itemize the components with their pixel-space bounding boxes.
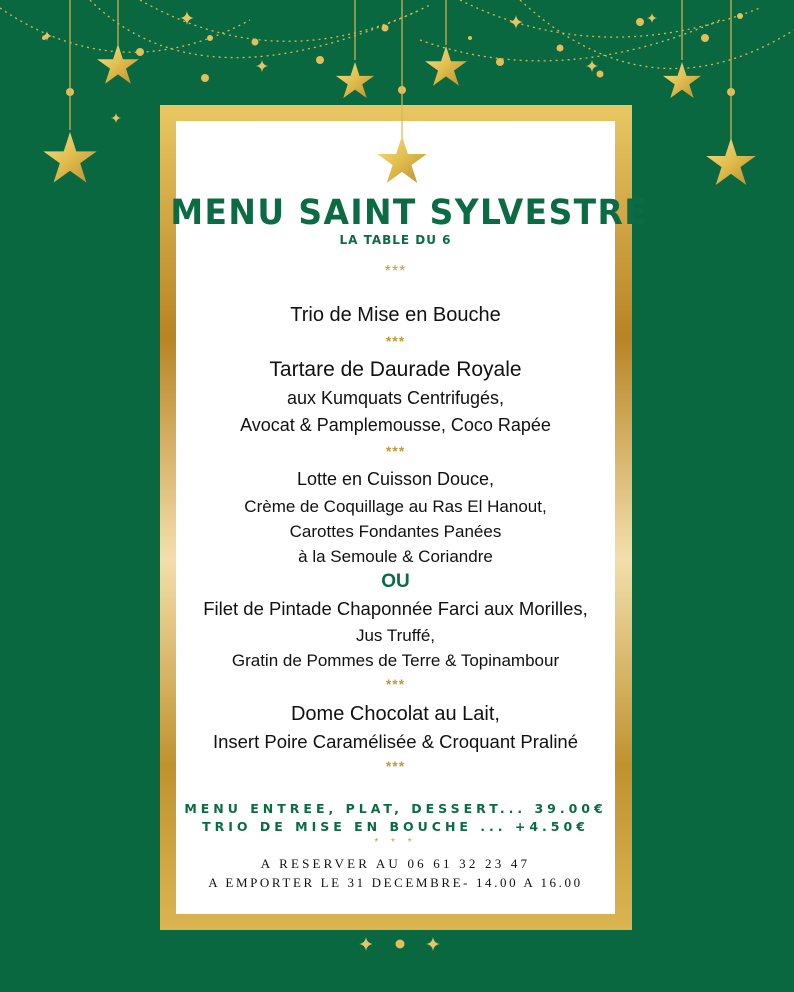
separator: * * * bbox=[374, 837, 417, 848]
sparkle-icon bbox=[111, 113, 121, 123]
reservation-info: A RESERVER AU 06 61 32 23 47 bbox=[260, 856, 531, 871]
starter-line: aux Kumquats Centrifugés, bbox=[286, 388, 505, 408]
main1-line: Carottes Fondantes Panées bbox=[289, 522, 502, 541]
dessert-title: Dome Chocolat au Lait, bbox=[290, 703, 500, 725]
page-title: MENU SAINT SYLVESTRE bbox=[170, 193, 649, 233]
main2-line: Gratin de Pommes de Terre & Topinambour bbox=[231, 651, 560, 670]
restaurant-name: LA TABLE DU 6 bbox=[339, 233, 452, 247]
dessert-line: Insert Poire Caramélisée & Croquant Praliné bbox=[212, 731, 579, 752]
star-icon bbox=[706, 138, 755, 185]
menu-content bbox=[170, 121, 649, 914]
star-icon bbox=[425, 46, 467, 86]
sparkle-icon bbox=[180, 11, 194, 25]
dot-icon bbox=[42, 13, 743, 96]
sparkle-icon bbox=[586, 60, 598, 72]
star-icon bbox=[336, 62, 374, 98]
sparkle-icon bbox=[426, 937, 440, 951]
sparkle-icon bbox=[256, 60, 268, 72]
separator: *** bbox=[385, 676, 406, 692]
main1-title: Lotte en Cuisson Douce, bbox=[296, 469, 495, 489]
starter-title: Tartare de Daurade Royale bbox=[269, 358, 522, 381]
menu-price: MENU ENTREE, PLAT, DESSERT... 39.00€ bbox=[184, 801, 607, 816]
separator: *** bbox=[384, 263, 407, 280]
star-icon bbox=[663, 62, 701, 98]
or-label: OU bbox=[381, 571, 410, 592]
main1-line: Crème de Coquillage au Ras El Hanout, bbox=[244, 497, 547, 516]
main2-line: Jus Truffé, bbox=[355, 626, 436, 645]
starter-line: Avocat & Pamplemousse, Coco Rapée bbox=[240, 415, 551, 435]
amuse-bouche: Trio de Mise en Bouche bbox=[290, 304, 501, 326]
separator: *** bbox=[385, 443, 406, 459]
takeaway-info: A EMPORTER LE 31 DECEMBRE- 14.00 A 16.00 bbox=[208, 875, 583, 890]
garland-icon bbox=[0, 0, 794, 69]
main2-title: Filet de Pintade Chaponnée Farci aux Morilles, bbox=[203, 598, 588, 619]
star-icon bbox=[43, 132, 96, 183]
dot-icon bbox=[396, 940, 405, 949]
separator: *** bbox=[385, 333, 406, 349]
sparkle-icon bbox=[509, 15, 523, 29]
separator: *** bbox=[385, 758, 406, 774]
trio-price: TRIO DE MISE EN BOUCHE ... +4.50€ bbox=[202, 819, 589, 834]
sparkle-icon bbox=[359, 937, 373, 951]
sparkle-icon bbox=[42, 31, 52, 41]
main1-line: à la Semoule & Coriandre bbox=[298, 547, 493, 566]
star-icon bbox=[97, 44, 139, 84]
sparkle-icon bbox=[647, 13, 657, 23]
